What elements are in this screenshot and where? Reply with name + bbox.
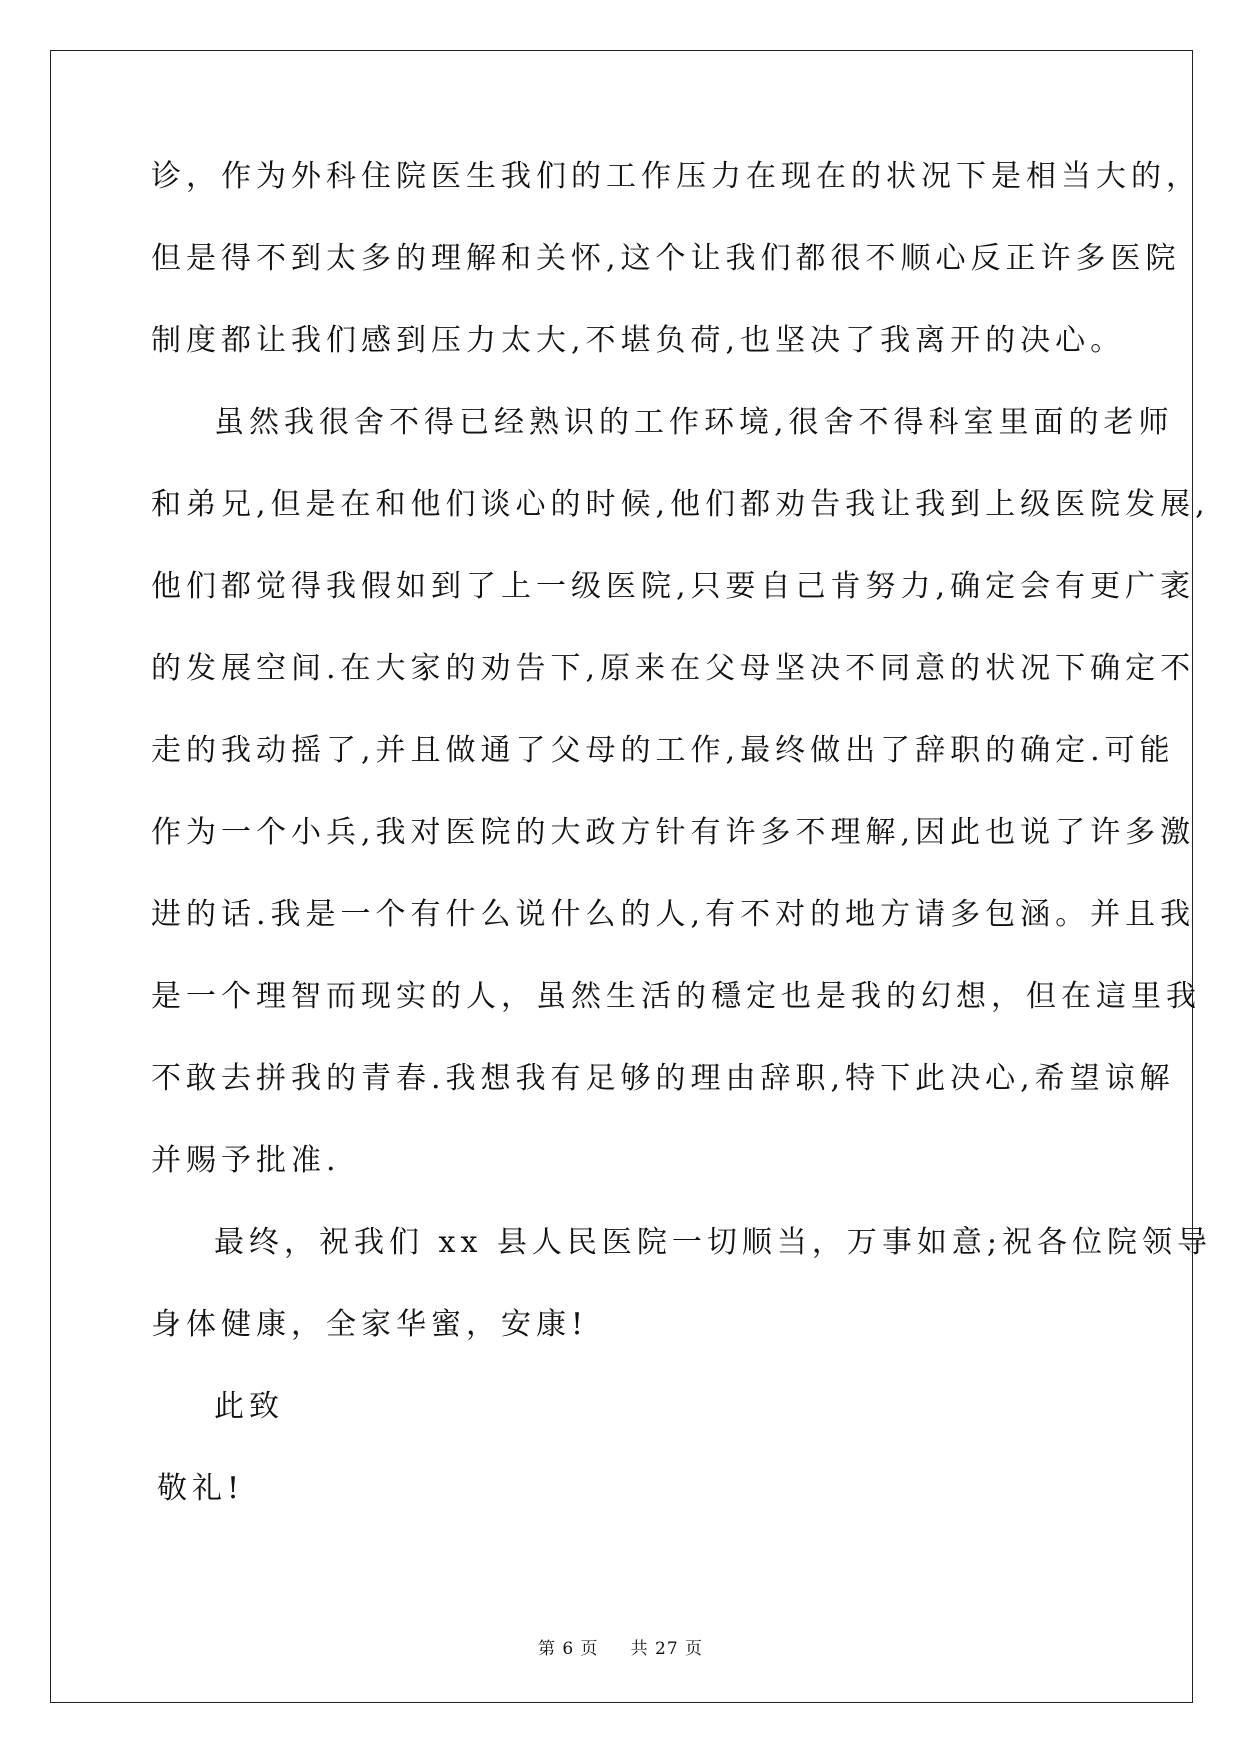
- page-number: 第 6 页: [537, 1639, 599, 1659]
- page-footer: [0, 1634, 1241, 1659]
- text-line: 他们都觉得我假如到了上一级医院,只要自己肯努力,确定会有更广袤: [151, 569, 1196, 604]
- letter-body: [151, 159, 1213, 1554]
- text-line: 是一个理智而现实的人，虽然生活的穩定也是我的幻想，但在這里我: [151, 979, 1201, 1014]
- text-line: 诊，作为外科住院医生我们的工作压力在现在的状况下是相当大的，: [151, 159, 1201, 194]
- text-line: 的发展空间.在大家的劝告下,原来在父母坚决不同意的状况下确定不: [151, 651, 1196, 686]
- text-line: 并赐予批准.: [151, 1143, 341, 1178]
- text-line: 制度都让我们感到压力太大,不堪负荷,也坚决了我离开的决心。: [151, 323, 1126, 358]
- salutation: 敬礼!: [157, 1471, 245, 1506]
- text-line: 但是得不到太多的理解和关怀,这个让我们都很不顺心反正许多医院: [151, 241, 1181, 276]
- text-line: 和弟兄,但是在和他们谈心的时候,他们都劝告我让我到上级医院发展,: [151, 487, 1210, 522]
- text-line: 作为一个小兵,我对医院的大政方针有许多不理解,因此也说了许多激: [151, 815, 1196, 850]
- text-line: 走的我动摇了,并且做通了父母的工作,最终做出了辞职的确定.可能: [151, 733, 1175, 768]
- closing-phrase: 此致: [214, 1389, 284, 1424]
- text-line: 进的话.我是一个有什么说什么的人,有不对的地方请多包涵。并且我: [151, 897, 1196, 932]
- paragraph-start-line: 最终，祝我们 xx 县人民医院一切顺当，万事如意;祝各位院领导: [214, 1225, 1213, 1260]
- text-line: 身体健康，全家华蜜，安康!: [151, 1307, 589, 1342]
- total-pages: 共 27 页: [630, 1639, 704, 1659]
- text-line: 不敢去拼我的青春.我想我有足够的理由辞职,特下此决心,希望谅解: [151, 1061, 1175, 1096]
- paragraph-start-line: 虽然我很舍不得已经熟识的工作环境,很舍不得科室里面的老师: [214, 405, 1174, 440]
